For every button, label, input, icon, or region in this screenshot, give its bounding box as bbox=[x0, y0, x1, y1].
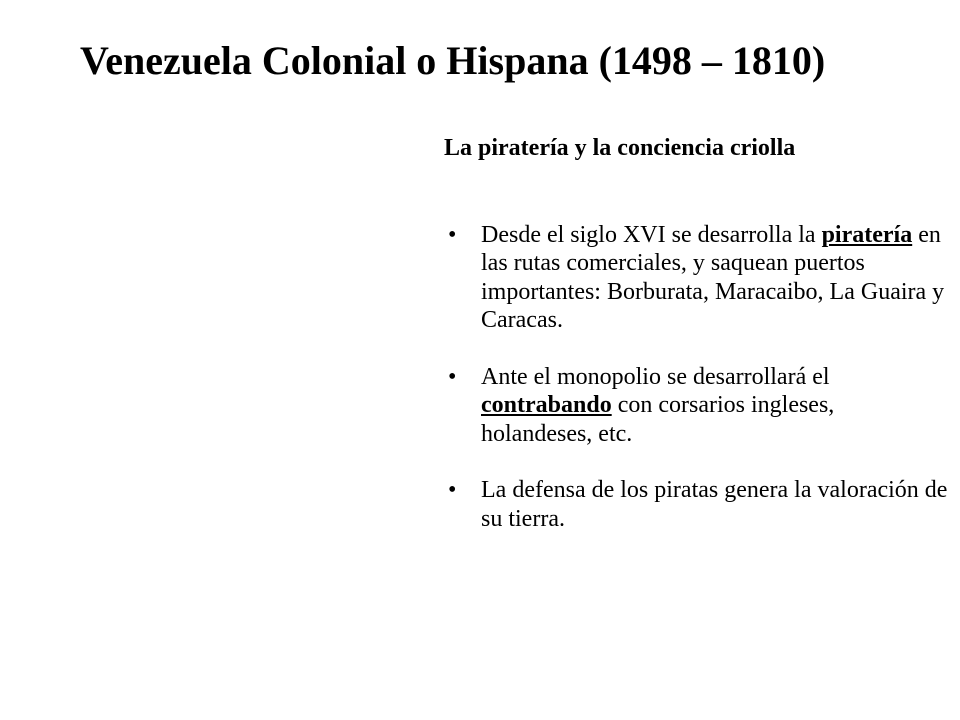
bullet-text: La defensa de los piratas genera la valoración de su tierra. bbox=[481, 477, 948, 532]
bullet-list bbox=[444, 221, 950, 534]
bullet-emphasis: contrabando bbox=[481, 392, 612, 419]
bullet-text: Ante el monopolio se desarrollará el bbox=[481, 363, 830, 390]
bullet-text: con corsarios ingleses, holandeses, etc. bbox=[481, 392, 835, 447]
bullet-emphasis: piratería bbox=[821, 221, 913, 248]
bullet-icon: • bbox=[448, 221, 457, 248]
slide-title: Venezuela Colonial o Hispana (1498 – 1810) bbox=[80, 38, 826, 83]
bullet-text: Desde el siglo XVI se desarrolla la bbox=[481, 221, 822, 248]
bullet-item-pirateria bbox=[444, 221, 950, 335]
bullet-item-contrabando bbox=[444, 363, 950, 449]
slide-content bbox=[444, 134, 950, 533]
bullet-text: en las rutas comerciales, y saquean puertos importantes: Borburata, Maracaibo, La Guaira y Caracas. bbox=[481, 221, 945, 334]
bullet-icon: • bbox=[448, 363, 457, 390]
bullet-icon: • bbox=[448, 477, 457, 504]
slide-subtitle: La piratería y la conciencia criolla bbox=[444, 135, 796, 161]
bullet-item-defensa bbox=[444, 476, 950, 533]
